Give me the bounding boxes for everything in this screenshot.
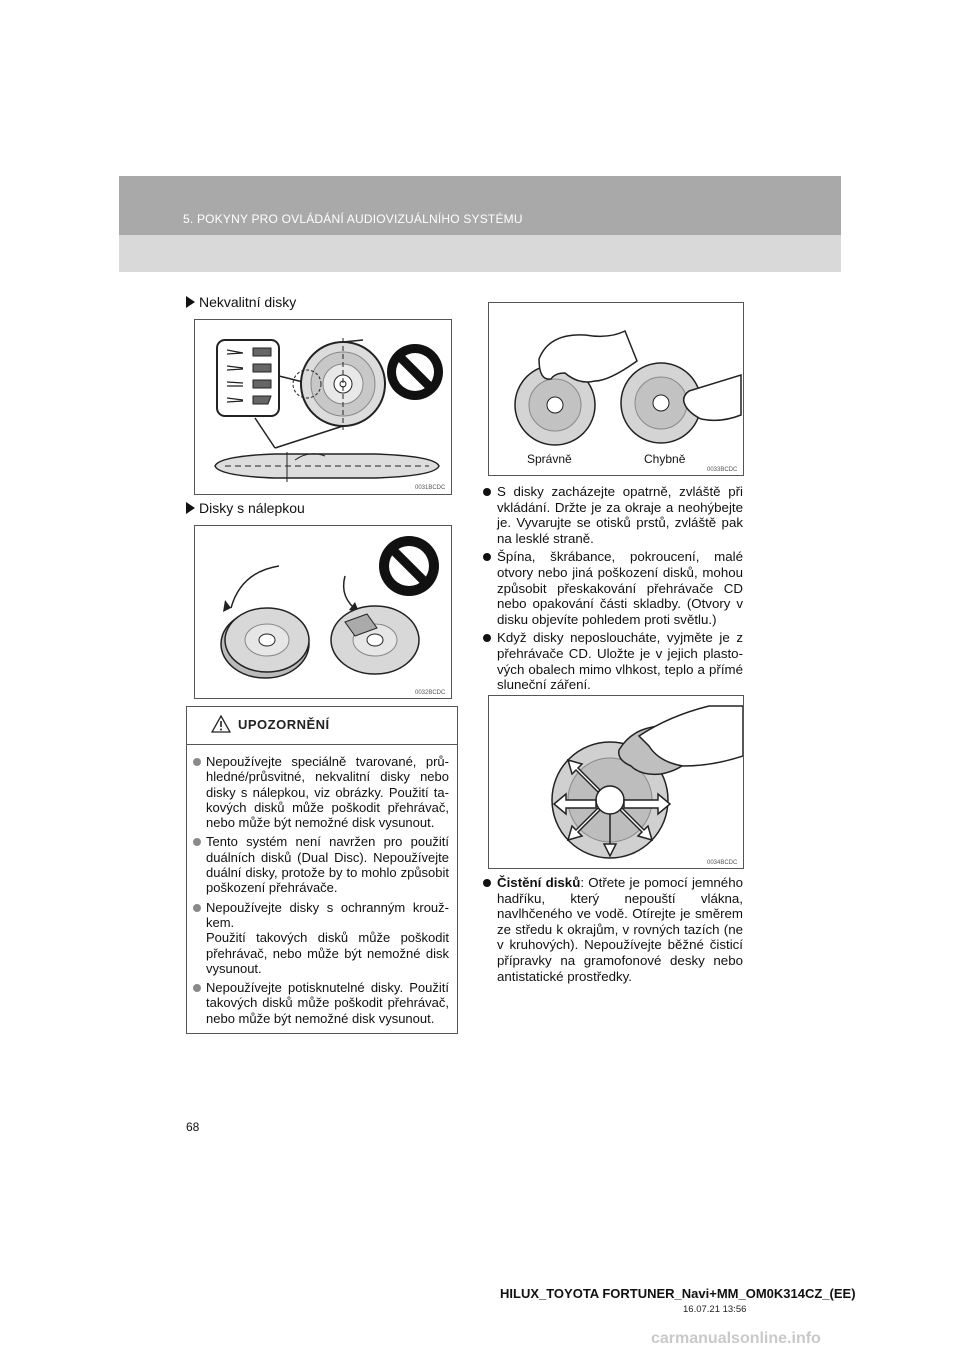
heading-sticker-discs — [186, 500, 305, 516]
bullet-item: S disky zacházejte opatrně, zvláště při vkládání. Držte je za okraje a neohýbejte je. Vyvarujte se otisků prstů, zvláště pak na lesklé straně. — [481, 484, 743, 546]
figure-code: 0033BCDC — [707, 467, 738, 473]
triangle-bullet-icon — [186, 502, 195, 514]
sticker-discs-illustration — [195, 526, 451, 698]
figure-code: 0032BCDC — [415, 690, 446, 696]
warning-title: UPOZORNĚNÍ — [238, 717, 330, 732]
bullet-item: Špína, škrábance, pokroucení, malé otvory nebo jiná poškození disků, mohou způsobit přeskakování přehrávače CD nebo opakování části skladby. (Otvory v disku objevíte pohledem proti světlu.) — [481, 549, 743, 627]
warning-box — [186, 706, 458, 1034]
warning-triangle-icon — [211, 715, 231, 733]
label-wrong: Chybně — [644, 452, 686, 466]
figure-code: 0031BCDC — [415, 485, 446, 491]
heading-poor-discs — [186, 294, 296, 310]
warning-list — [193, 754, 449, 1030]
disc-cleaning-illustration — [489, 696, 743, 868]
document-title: HILUX_TOYOTA FORTUNER_Navi+MM_OM0K314CZ_(EE) — [500, 1286, 856, 1301]
figure-handling — [488, 302, 744, 476]
watermark: carmanualsonline.info — [651, 1330, 821, 1347]
label-correct: Správně — [527, 452, 572, 466]
header-band — [119, 176, 841, 272]
figure-poor-discs — [194, 319, 452, 495]
warning-item: Nepoužívejte disky s ochranným kroužkem. Použití takových disků může poškodit přehrávač, nebo může být nemožné disk vysunout. — [193, 900, 449, 976]
warning-item: Nepoužívejte speciálně tvarované, průhledné/průsvitné, nekvalitní disky nebo disky s nálepkou, viz obrázky. Použití takových disků může poškodit přehrávač, nebo může být nemožné disk vysunout. — [193, 754, 449, 830]
warning-header — [187, 707, 457, 745]
cleaning-bullet — [481, 875, 743, 987]
warning-item: Nepoužívejte potisknutelné disky. Použití takových disků může poškodit přehrávač, nebo může být nemožné disk vysunout. — [193, 980, 449, 1026]
triangle-bullet-icon — [186, 296, 195, 308]
header-top-bar — [119, 176, 841, 235]
heading-poor-discs-text: Nekvalitní disky — [199, 294, 297, 310]
figure-cleaning — [488, 695, 744, 869]
handling-bullets — [481, 484, 743, 696]
cleaning-text: : Otřete je pomocí jemného hadříku, který nepouští vlákna, navlhčeného ve vodě. Otírejte je směrem ze středu k okrajům, v rovných tazích (ne v kruhových). Nepoužívejte běžné čisticí přípravky na gramofonové desky nebo antistatické prostředky. — [497, 875, 743, 984]
warning-item: Tento systém není navržen pro použití duálních disků (Dual Disc). Nepoužívejte duální disky, protože by to mohlo způsobit poškození přehrávače. — [193, 834, 449, 895]
cleaning-label: Čistění disků — [497, 875, 581, 890]
figure-code: 0034BCDC — [707, 860, 738, 866]
disc-handling-illustration — [489, 303, 743, 475]
page-number: 68 — [186, 1120, 200, 1134]
document-date: 16.07.21 13:56 — [683, 1304, 747, 1315]
bullet-item — [481, 875, 743, 984]
poor-discs-illustration — [195, 320, 451, 494]
section-title: 5. POKYNY PRO OVLÁDÁNÍ AUDIOVIZUÁLNÍHO SYSTÉMU — [183, 212, 523, 226]
bullet-item: Když disky neposloucháte, vyjměte je z přehrávače CD. Uložte je v jejich plastových obalech mimo vlhkost, teplo a přímé sluneční záření. — [481, 630, 743, 692]
figure-sticker-discs — [194, 525, 452, 699]
heading-sticker-discs-text: Disky s nálepkou — [199, 500, 305, 516]
